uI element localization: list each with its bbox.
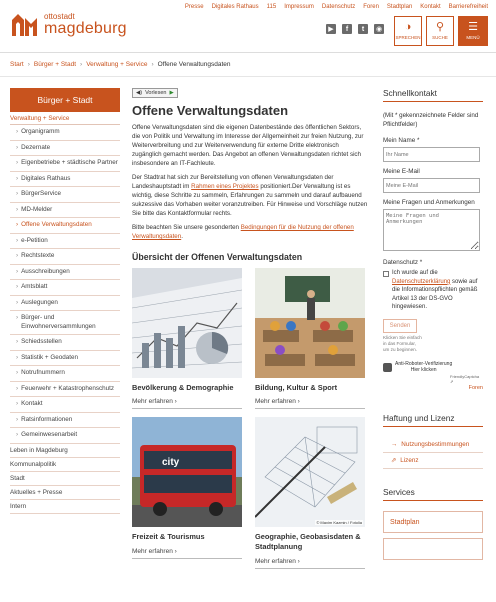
email-label: Meine E-Mail xyxy=(383,168,420,176)
speak-button[interactable] xyxy=(394,16,422,46)
facebook-icon[interactable]: f xyxy=(342,24,352,34)
sidebar-item[interactable] xyxy=(10,382,120,398)
right-column xyxy=(383,88,483,565)
chevron-right-icon: › xyxy=(16,400,19,407)
privacy-consent xyxy=(383,269,483,311)
name-input[interactable] xyxy=(383,147,480,162)
breadcrumb-separator-icon: › xyxy=(80,61,83,68)
chevron-right-icon: › xyxy=(16,221,19,228)
sidebar-item[interactable] xyxy=(10,428,120,444)
sidebar-item-label: MD-Melder xyxy=(21,205,53,213)
search-icon: ⚲ xyxy=(435,21,445,33)
menu-button[interactable] xyxy=(458,16,488,46)
captcha-title: Anti-Roboter-Verifizierung xyxy=(395,361,453,368)
chevron-right-icon: › xyxy=(16,415,19,423)
sidebar-list xyxy=(10,125,120,444)
sidebar-item-label: Auslegungen xyxy=(21,298,58,306)
category-grid xyxy=(132,268,368,569)
more-link[interactable] xyxy=(255,558,365,569)
read-aloud-label: Vorlesen xyxy=(145,90,167,96)
council-text-b: positioniert.Der Verwaltung ist es wichtig, diese Schritte zu sammeln, Erfahrungen zu sammeln und darauf aufbauend sukzessive das Vorhaben weiter voranzutreiben. Für Hinweise und Vorschläge nutzen Sie bitte das Kontaktformular rechts. xyxy=(132,182,368,217)
license-links xyxy=(383,437,483,469)
sidebar-item[interactable] xyxy=(10,172,120,188)
demographics-image[interactable] xyxy=(132,268,242,378)
sidebar-item-label: Gemeinwesenarbeit xyxy=(21,431,78,438)
council-text-a: Der Stadtrat hat sich zur Bereitstellung von offenen Verwaltungsdaten der Landeshauptstadt im xyxy=(132,173,334,190)
sidebar-item-label: Notrufnummern xyxy=(21,369,65,376)
speaker-icon: ◑ xyxy=(404,21,412,33)
privacy-policy-link[interactable]: Datenschutzerklärung xyxy=(392,278,451,285)
send-note: Klicken Sie einfach in das Formular, um zu beginnen. xyxy=(383,335,422,353)
header-buttons xyxy=(394,16,488,46)
speak-label: SPRECHEN xyxy=(395,35,421,40)
sidebar-item[interactable] xyxy=(10,187,120,203)
breadcrumb-current: Offene Verwaltungsdaten xyxy=(157,61,231,68)
chevron-right-icon: › xyxy=(16,384,19,392)
arrow-right-icon: → xyxy=(391,441,398,449)
privacy-checkbox[interactable] xyxy=(383,271,389,277)
terms-link[interactable]: Bedingungen für die Nutzung der offenen Verwaltungsdaten xyxy=(132,223,354,240)
topnav-link[interactable]: 115 xyxy=(266,4,277,10)
header-divider xyxy=(0,52,496,53)
chevron-right-icon: › xyxy=(16,338,19,345)
sidebar-item[interactable] xyxy=(10,156,120,172)
sidebar-item-label: Amtsblatt xyxy=(21,283,48,290)
sidebar-item[interactable] xyxy=(10,413,120,429)
topnav-link[interactable]: Kontakt xyxy=(420,4,441,10)
chevron-right-icon: › xyxy=(297,557,300,565)
sidebar-item-label: Ausschreibungen xyxy=(21,267,70,275)
education-image[interactable] xyxy=(255,268,365,378)
card-title[interactable]: Bevölkerung & Demographie xyxy=(132,382,234,392)
geography-image[interactable] xyxy=(255,417,365,527)
sidebar-roots xyxy=(10,444,120,514)
search-button[interactable] xyxy=(426,16,454,46)
topnav-link[interactable]: Barrierefreiheit xyxy=(448,4,488,10)
external-link-icon: ⇗ xyxy=(391,457,397,465)
send-button[interactable]: Senden xyxy=(383,319,417,333)
twitter-icon[interactable]: t xyxy=(358,24,368,34)
sidebar-item[interactable] xyxy=(10,203,120,219)
chevron-right-icon: › xyxy=(16,174,19,182)
breadcrumb-separator-icon: › xyxy=(27,61,30,68)
sidebar-item-label: e-Petition xyxy=(21,236,48,244)
image-credit: © Maxim Kazmin / Fotolia xyxy=(316,520,362,526)
chevron-right-icon: › xyxy=(16,236,19,244)
questions-textarea[interactable] xyxy=(383,209,480,251)
terms-paragraph xyxy=(132,224,368,242)
sidebar-item-label: Rechtstexte xyxy=(21,252,55,259)
terms-text-a: Bitte beachten Sie unsere gesonderten xyxy=(132,223,241,231)
logo-big-text: magdeburg xyxy=(44,20,127,37)
required-note: (Mit * gekennzeichnete Felder sind Pflichtfelder) xyxy=(383,112,479,128)
search-label: SUCHE xyxy=(432,35,448,40)
sidebar-item-label: Statistik + Geodaten xyxy=(21,353,78,361)
sidebar-item-label: Feuerwehr + Katastrophenschutz xyxy=(21,384,115,392)
sidebar-item[interactable] xyxy=(10,234,120,250)
card-title[interactable]: Freizeit & Tourismus xyxy=(132,532,205,542)
breadcrumb-divider xyxy=(0,76,496,77)
chevron-right-icon: › xyxy=(16,159,19,166)
sidebar-item-label: Schiedsstellen xyxy=(21,338,62,345)
read-aloud-player[interactable] xyxy=(132,88,178,98)
sidebar-subtitle[interactable]: Verwaltung + Service xyxy=(10,112,120,125)
breadcrumb-link[interactable]: Bürger + Stadt xyxy=(33,61,77,68)
sidebar-item-label: Eigenbetriebe + städtische Partner xyxy=(21,159,118,166)
social-links xyxy=(326,24,384,34)
captcha-widget[interactable] xyxy=(383,361,483,373)
chevron-right-icon: › xyxy=(16,431,19,438)
more-link[interactable] xyxy=(255,398,365,409)
svg-text:city: city xyxy=(162,457,180,469)
overview-title: Übersicht der Offenen Verwaltungsdaten xyxy=(132,251,303,262)
sidebar-item[interactable] xyxy=(10,249,120,265)
sidebar-title[interactable]: Bürger + Stadt xyxy=(10,88,120,112)
name-label: Mein Name * xyxy=(383,137,420,145)
sidebar-item-label: Ratsinformationen xyxy=(21,415,73,423)
breadcrumb-separator-icon: › xyxy=(151,61,154,68)
license-link[interactable] xyxy=(383,437,483,453)
sidebar-root-item[interactable]: Stadt xyxy=(10,472,120,486)
privacy-label: Datenschutz * xyxy=(383,259,423,267)
sidebar-item-label: Bürger- und Einwohnerversammlungen xyxy=(21,314,96,330)
sidebar-root-item[interactable]: Leben in Magdeburg xyxy=(10,444,120,458)
service-item[interactable] xyxy=(383,538,483,560)
more-label: Mehr erfahren xyxy=(255,398,296,406)
site-logo[interactable] xyxy=(10,12,127,38)
topnav-link[interactable]: Digitales Rathaus xyxy=(211,4,259,10)
services-title: Services xyxy=(383,487,483,501)
rss-icon[interactable]: ◉ xyxy=(375,26,383,33)
forums-link[interactable]: Foren xyxy=(468,385,483,392)
license-link-label: Nutzungsbestimmungen xyxy=(401,441,470,449)
sidebar-root-item[interactable]: Aktuelles + Presse xyxy=(10,486,120,500)
topnav-link[interactable]: Impressum xyxy=(284,4,314,10)
sidebar-item[interactable] xyxy=(10,280,120,296)
more-label: Mehr erfahren xyxy=(255,557,296,565)
category-card[interactable] xyxy=(132,268,242,410)
topnav-link[interactable]: Foren xyxy=(363,4,379,10)
category-card[interactable] xyxy=(255,417,365,568)
sidebar-item[interactable] xyxy=(10,311,120,335)
logo-small-text: ottostadt xyxy=(44,12,75,21)
breadcrumb-link[interactable]: Start xyxy=(10,61,24,68)
youtube-icon[interactable]: ▶ xyxy=(326,24,336,34)
sidebar-root-item[interactable]: Kommunalpolitik xyxy=(10,458,120,472)
topnav-link[interactable]: Stadtplan xyxy=(386,4,413,10)
chevron-right-icon: › xyxy=(174,398,177,406)
intro-paragraph: Offene Verwaltungsdaten sind die eigenen Datenbestände des öffentlichen Sektors, die von Politik und Verwaltung im Interesse der Allgemeinheit zur freien Nutzung, zur Weiterverbreitung und zur Weiterverwendung für externe Dritte elektronisch zugänglich gemacht werden. Das Angebot an offenen Verwaltungsdaten richtet sich insbesondere an IT-Fachleute. xyxy=(132,124,364,167)
license-link-label: Lizenz xyxy=(400,457,419,465)
sidebar-item-label: BürgerService xyxy=(21,190,62,197)
chevron-right-icon: › xyxy=(16,128,19,135)
sidebar-item-label: Offene Verwaltungsdaten xyxy=(21,221,92,228)
sidebar-item-label: Kontakt xyxy=(21,400,43,407)
chevron-right-icon: › xyxy=(16,314,19,321)
page-title: Offene Verwaltungsdaten xyxy=(132,103,289,118)
category-card[interactable] xyxy=(132,417,242,568)
menu-label: MENÜ xyxy=(466,35,480,40)
more-label: Mehr erfahren xyxy=(132,398,173,406)
privacy-text-a: Ich wurde auf die xyxy=(392,270,438,277)
sidebar-root-item[interactable]: Intern xyxy=(10,500,120,514)
sidebar-item[interactable] xyxy=(10,397,120,413)
top-navigation xyxy=(185,4,488,10)
breadcrumb xyxy=(10,61,231,68)
breadcrumb-link[interactable]: Verwaltung + Service xyxy=(86,61,148,68)
sidebar-item[interactable] xyxy=(10,141,120,157)
play-icon[interactable]: ▶ xyxy=(169,90,174,96)
chevron-right-icon: › xyxy=(16,205,19,213)
project-link[interactable]: Rahmen eines Projektes xyxy=(191,182,259,190)
topnav-link[interactable]: Datenschutz xyxy=(321,4,356,10)
chevron-right-icon: › xyxy=(16,369,19,376)
sidebar-item-label: Organigramm xyxy=(21,128,60,135)
license-link[interactable] xyxy=(383,453,483,469)
more-label: Mehr erfahren xyxy=(132,548,173,556)
sidebar xyxy=(10,88,120,514)
chevron-right-icon: › xyxy=(16,298,19,306)
privacy-text xyxy=(392,269,483,311)
category-card[interactable] xyxy=(255,268,365,410)
questions-label: Meine Fragen und Anmerkungen xyxy=(383,199,475,207)
license-title: Haftung und Lizenz xyxy=(383,413,483,427)
captcha-sub: Hier klicken xyxy=(410,367,437,374)
robot-icon xyxy=(383,363,392,372)
sidebar-item[interactable] xyxy=(10,125,120,141)
sidebar-item-label: Dezernate xyxy=(21,143,51,151)
sidebar-item[interactable] xyxy=(10,366,120,382)
chevron-right-icon: › xyxy=(16,283,19,290)
hamburger-icon: ☰ xyxy=(468,21,478,33)
tourism-image[interactable] xyxy=(132,417,242,527)
sidebar-item[interactable] xyxy=(10,218,120,234)
more-link[interactable] xyxy=(132,548,242,559)
speaker-icon: ◀) xyxy=(136,90,143,96)
logo-mark-icon xyxy=(10,12,40,38)
council-paragraph xyxy=(132,174,368,219)
card-title[interactable]: Geographie, Geobasisdaten & Stadtplanung xyxy=(255,532,361,552)
captcha-provider[interactable]: FriendlyCaptcha ⇗ xyxy=(450,374,480,385)
chevron-right-icon: › xyxy=(16,190,19,197)
chevron-right-icon: › xyxy=(174,548,177,556)
sidebar-item-label: Digitales Rathaus xyxy=(21,174,71,182)
chevron-right-icon: › xyxy=(16,143,19,151)
chevron-right-icon: › xyxy=(16,353,19,361)
sidebar-item[interactable] xyxy=(10,335,120,351)
chevron-right-icon: › xyxy=(16,252,19,259)
email-input[interactable] xyxy=(383,178,480,193)
chevron-right-icon: › xyxy=(297,398,300,406)
service-item[interactable]: Stadtplan xyxy=(383,511,483,533)
sidebar-item[interactable] xyxy=(10,265,120,281)
chevron-right-icon: › xyxy=(16,267,19,275)
terms-text-b: . xyxy=(181,232,183,240)
topnav-link[interactable]: Presse xyxy=(184,4,204,10)
services-list xyxy=(383,511,483,560)
sidebar-item[interactable] xyxy=(10,296,120,312)
privacy-text-b: sowie auf die Informationspflichten gemäß Artikel 13 der DS-GVO hingewiesen. xyxy=(392,278,478,310)
card-title[interactable]: Bildung, Kultur & Sport xyxy=(255,382,338,392)
sidebar-item[interactable] xyxy=(10,351,120,367)
main-content xyxy=(132,88,368,569)
quick-contact-title: Schnellkontakt xyxy=(383,88,483,102)
more-link[interactable] xyxy=(132,398,242,409)
